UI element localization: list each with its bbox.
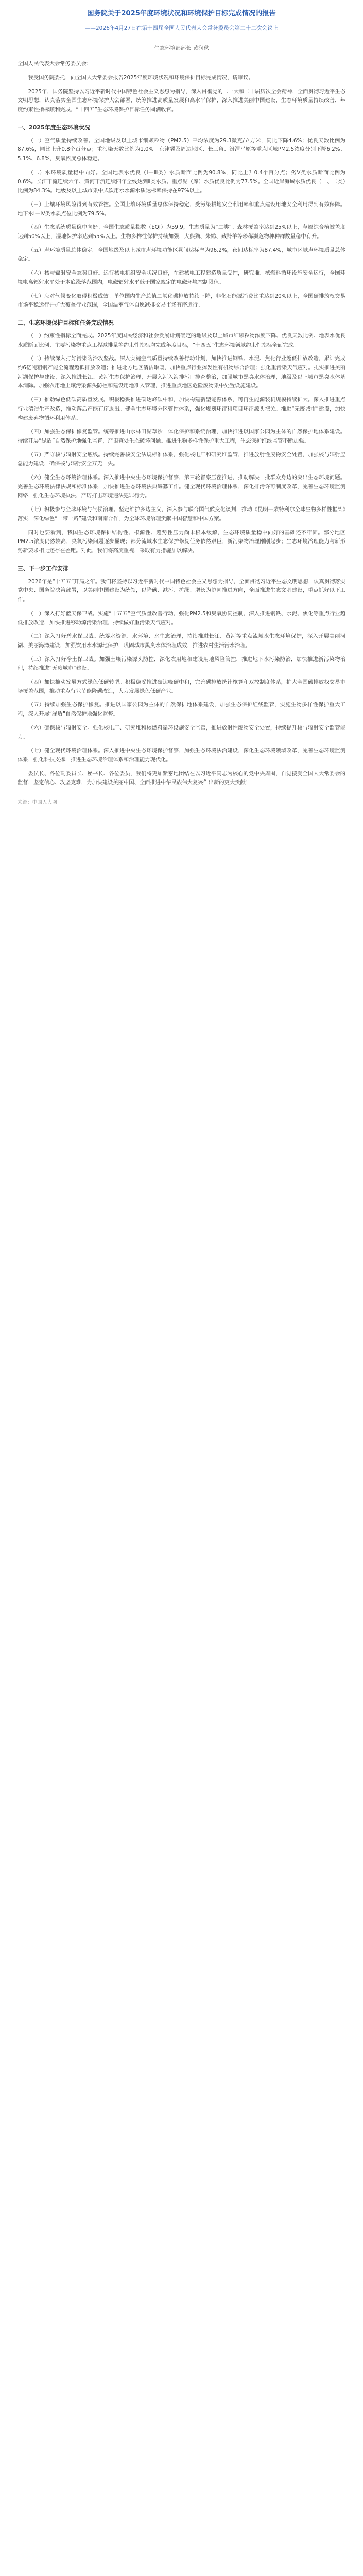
section-paragraph: （五）持续加强生态保护修复。推进以国家公园为主体的自然保护地体系建设，加强生态保护红线监管，实施生物多样性保护重大工程，深入开展“绿盾”自然保护地强化监督。 xyxy=(18,702,345,718)
section-paragraph: （三）土壤环境风险得到有效管控。全国土壤环境质量总体保持稳定，受污染耕地安全利用率和重点建设用地安全利用得到有效保障。地下水Ⅰ—Ⅳ类水质点位比例为79.5%。 xyxy=(18,201,345,217)
section-paragraph: （六）核与辐射安全态势良好。运行核电机组安全状况良好，在建核电工程建造质量受控，研究堆、核燃料循环设施安全运行，全国环境电离辐射水平处于本底涨落范围内，电磁辐射水平低于国家规定的电磁环境控制限值。 xyxy=(18,270,345,285)
section-paragraph: （六）确保核与辐射安全。强化核电厂、研究堆和核燃料循环设施安全监管，推进放射性废物安全处置，持续提升核与辐射安全监管能力。 xyxy=(18,724,345,740)
section-heading: 二、生态环境保护目标和任务完成情况 xyxy=(18,319,114,326)
section-heading: 三、下一步工作安排 xyxy=(18,565,68,572)
intro-paragraph: 2025年，国务院坚持以习近平新时代中国特色社会主义思想为指导，深入贯彻党的二十大和二十届历次全会精神，全面贯彻习近平生态文明思想，认真落实全国生态环境保护大会部署，统筹推进高质量发展和高水平保护，深入推进美丽中国建设，生态环境质量持续改善，年度约束性指标顺利完成，“十四五”生态环境保护目标任务圆满收官。 xyxy=(18,88,345,113)
section-paragraph: （二）持续深入打好污染防治攻坚战。深入实施空气质量持续改善行动计划，加快推进钢铁、水泥、焦化行业超低排放改造，累计完成约6亿吨粗钢产能全流程超低排放改造；推进北方地区清洁取暖，加快重点行业挥发性有机物综合治理；强化重污染天气应对。扎实推进美丽河湖保护与建设，深入推进长江、黄河生态保护治理，开展入河入海排污口排查整治，加强城市黑臭水体治理，地级及以上城市黑臭水体基本消除。加强农用地土壤污染源头防控和建设用地准入管理，推进重点地区危险废物集中处置设施建设。 xyxy=(18,355,345,389)
section-paragraph: （三）推动绿色低碳高质量发展。积极稳妥推进碳达峰碳中和，加快构建新型能源体系，可再生能源装机规模持续扩大。深入推进重点行业清洁生产改造，推动落后产能有序退出。健全生态环境分区管控体系，强化规划环评和项目环评源头把关。推进“无废城市”建设，加快构建废弃物循环利用体系。 xyxy=(18,397,345,421)
section-paragraph: （四）生态系统质量稳中向好。全国生态质量指数（EQI）为59.9，生态质量为“二类”。森林覆盖率达到25%以上，草原综合植被盖度达到50%以上，湿地保护率达到55%以上。生物多样性保护持续加强，大熊猫、朱鹮、藏羚羊等珍稀濒危物种种群数量稳中有升。 xyxy=(18,224,345,240)
section-paragraph: （四）加快推动发展方式绿色低碳转型。积极稳妥推进碳达峰碳中和，完善碳排放统计核算和双控制度体系，扩大全国碳排放权交易市场覆盖范围，推动重点行业节能降碳改造，大力发展绿色低碳产业。 xyxy=(18,679,345,694)
section-paragraph: （五）严守核与辐射安全底线。持续完善核安全法规标准体系，强化核电厂和研究堆监管，推进放射性废物安全处置，加强核与辐射应急能力建设，确保核与辐射安全万无一失。 xyxy=(18,451,345,467)
section-paragraph: 2026年是“十五五”开局之年。我们将坚持以习近平新时代中国特色社会主义思想为指导，全面贯彻习近平生态文明思想，认真贯彻落实党中央、国务院决策部署，以美丽中国建设为统领，以降碳、减污、扩绿、增长为协同推进方向，全面推进生态文明建设，重点抓好以下工作。 xyxy=(18,578,345,603)
section-heading: 一、2025年度生态环境状况 xyxy=(18,124,90,131)
section-paragraph: （二）深入打好碧水保卫战。统筹水资源、水环境、水生态治理，持续推进长江、黄河等重点流域水生态环境保护，深入开展美丽河湖、美丽海湾建设，加强饮用水水源地保护，巩固城市黑臭水体治理成效，推进农村生活污水治理。 xyxy=(18,633,345,649)
section-paragraph: （一）深入打好蓝天保卫战。实施“十五五”空气质量改善行动，强化PM2.5和臭氧协同控制，深入推进钢铁、水泥、焦化等重点行业超低排放改造，加快推进移动源污染治理，持续做好重污染天气应对。 xyxy=(18,610,345,626)
section-2 xyxy=(18,318,345,556)
section-paragraph: 委员长、各位副委员长、秘书长、各位委员，我们将更加紧密地团结在以习近平同志为核心的党中央周围，自觉接受全国人大常委会的监督，坚定信心、攻坚克难，为加快建设美丽中国、全面推进中华民族伟大复兴作出新的更大贡献！ xyxy=(18,770,345,786)
section-paragraph: 同时也要看到，我国生态环境保护结构性、根源性、趋势性压力尚未根本缓解，生态环境质量稳中向好的基础还不牢固。部分地区PM2.5浓度仍然较高，臭氧污染问题逐步显现；部分流域水生态保护修复任务依然艰巨；新污染物治理刚刚起步；生态环境治理能力与新形势新要求相比还存在差距。对此，我们将高度重视，采取有力措施加以解决。 xyxy=(18,529,345,554)
report-title: 国务院关于2025年度环境状况和环境保护目标完成情况的报告 xyxy=(87,10,276,18)
report-page xyxy=(0,0,363,818)
speaker-line: 生态环境部部长 黄润秋 xyxy=(154,45,209,52)
section-paragraph: （一）约束性指标全面完成。2025年度国民经济和社会发展计划确定的地级及以上城市细颗粒物浓度下降、优良天数比例、地表水优良水质断面比例、主要污染物重点工程减排量等约束性指标均完成年度目标，“十四五”生态环境领域约束性指标全面完成。 xyxy=(18,332,345,348)
section-paragraph: （七）应对气候变化取得积极成效。单位国内生产总值二氧化碳排放持续下降，非化石能源消费比重达到20%以上，全国碳排放权交易市场平稳运行并扩大覆盖行业范围，全国温室气体自愿减排交易市场有序运行。 xyxy=(18,293,345,309)
section-paragraph: （七）健全现代环境治理体系。深入推进中央生态环境保护督察，加强生态环境法治建设，深化生态环境领域改革，完善生态环境监测体系，强化科技支撑，推进生态环境治理体系和治理能力现代化。 xyxy=(18,748,345,763)
intro-block xyxy=(18,74,345,115)
section-paragraph: （四）加强生态保护修复监管。统筹推进山水林田湖草沙一体化保护和系统治理，加快推进以国家公园为主体的自然保护地体系建设。持续开展“绿盾”自然保护地强化监督，严肃查处生态破坏问题。推进生物多样性保护重大工程，生态保护红线监管不断加强。 xyxy=(18,429,345,444)
section-paragraph: （二）水环境质量稳中向好。全国地表水优良（Ⅰ—Ⅲ类）水质断面比例为90.8%，同比上升0.4个百分点；劣Ⅴ类水质断面比例为0.6%。长江干流连续六年、黄河干流连续四年全线达到Ⅱ类水质。重点湖（库）水质优良比例为77.5%。全国近岸海域水质优良（一、二类）比例为84.3%。地级及以上城市集中式饮用水水源水质达标率保持在97%以上。 xyxy=(18,169,345,194)
source-footer: 来源：中国人大网 xyxy=(18,800,57,806)
section-paragraph: （七）积极参与全球环境与气候治理。坚定维护多边主义，深入参与联合国气候变化谈判，推动《昆明—蒙特利尔全球生物多样性框架》落实，深化绿色“一带一路”建设和南南合作，为全球环境治理贡献中国智慧和中国方案。 xyxy=(18,506,345,522)
section-3 xyxy=(18,564,345,788)
section-paragraph: （五）声环境质量总体稳定。全国地级及以上城市声环境功能区昼间达标率为96.2%，夜间达标率为87.4%，城市区域声环境质量总体稳定。 xyxy=(18,247,345,263)
section-1 xyxy=(18,123,345,310)
section-paragraph: （一）空气质量持续改善。全国地级及以上城市细颗粒物（PM2.5）平均浓度为29.3微克/立方米，同比下降4.6%；优良天数比例为87.6%，同比上升0.8个百分点；重污染天数比例为1.0%。京津冀及周边地区、长三角、汾渭平原等重点区域PM2.5浓度分别下降6.2%、5.1%、6.8%，臭氧浓度总体稳定。 xyxy=(18,137,345,162)
intro-paragraph: 我受国务院委托，向全国人大常委会报告2025年度环境状况和环境保护目标完成情况，请审议。 xyxy=(28,74,254,81)
section-paragraph: （六）健全生态环境治理体系。深入推进中央生态环境保护督察，第三轮督察压茬推进，推动解决一批群众身边的突出生态环境问题。完善生态环境法律法规和标准体系，加快推进生态环境法典编纂工作。健全现代环境治理体系，深化排污许可制度改革，完善生态环境监测网络，强化生态环境执法，严厉打击环境违法犯罪行为。 xyxy=(18,474,345,499)
section-paragraph: （三）深入打好净土保卫战。加强土壤污染源头防控，深化农用地和建设用地风险管控，推进地下水污染防治，加快推进新污染物治理，持续推进“无废城市”建设。 xyxy=(18,656,345,672)
salutation: 全国人民代表大会常务委员会： xyxy=(18,61,92,67)
report-subtitle: ——2026年4月27日在第十四届全国人民代表大会常务委员会第二十二次会议上 xyxy=(84,25,279,31)
